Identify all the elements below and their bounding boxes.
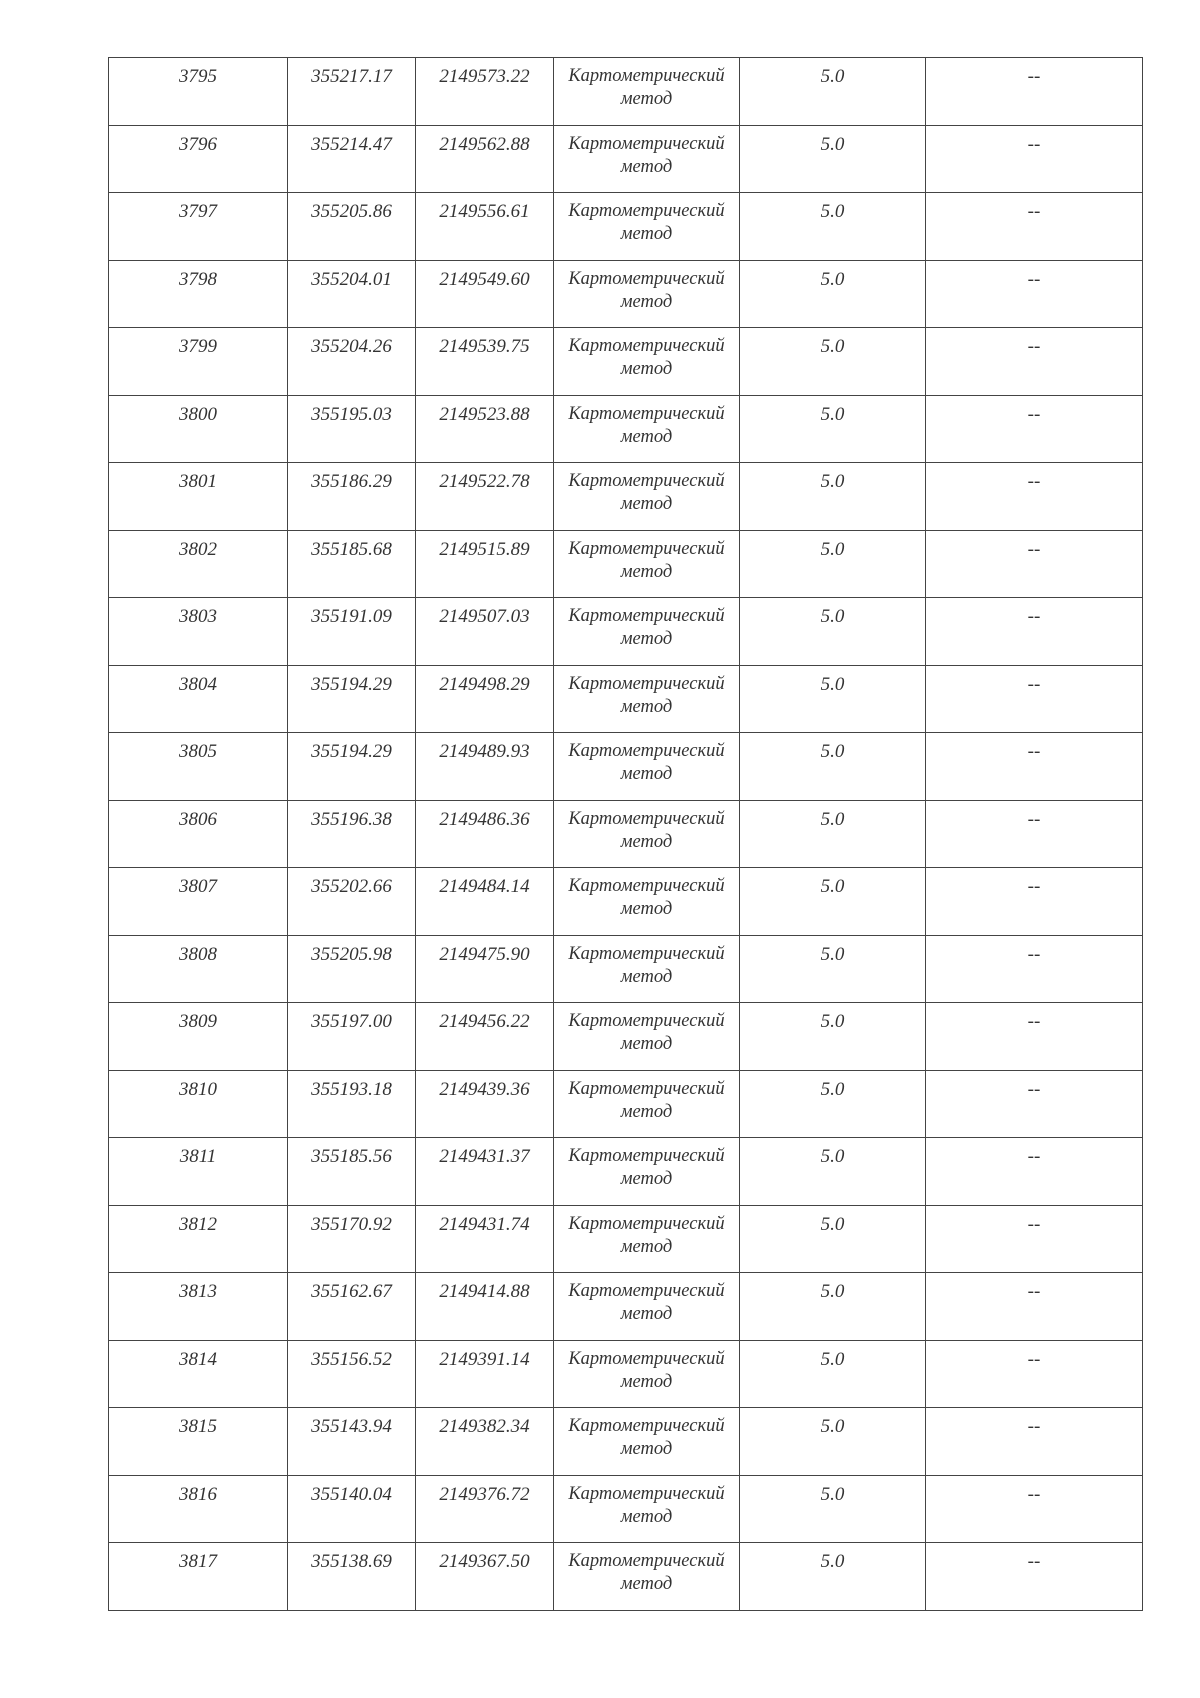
y-coordinate-cell: 2149549.60 <box>416 260 554 328</box>
method-cell: Картометрический метод <box>554 1138 740 1206</box>
table-row <box>109 800 1143 868</box>
method-cell: Картометрический метод <box>554 260 740 328</box>
y-coordinate-cell: 2149367.50 <box>416 1543 554 1611</box>
table-row <box>109 58 1143 126</box>
note-cell: -- <box>926 935 1143 1003</box>
accuracy-cell: 5.0 <box>740 800 926 868</box>
accuracy-cell: 5.0 <box>740 463 926 531</box>
y-coordinate-cell: 2149439.36 <box>416 1070 554 1138</box>
note-cell: -- <box>926 58 1143 126</box>
note-cell: -- <box>926 868 1143 936</box>
y-coordinate-cell: 2149486.36 <box>416 800 554 868</box>
y-coordinate-cell: 2149515.89 <box>416 530 554 598</box>
method-cell: Картометрический метод <box>554 395 740 463</box>
method-cell: Картометрический метод <box>554 193 740 261</box>
point-number-cell: 3816 <box>109 1475 288 1543</box>
y-coordinate-cell: 2149489.93 <box>416 733 554 801</box>
table-row <box>109 463 1143 531</box>
method-cell: Картометрический метод <box>554 800 740 868</box>
x-coordinate-cell: 355217.17 <box>288 58 416 126</box>
point-number-cell: 3814 <box>109 1340 288 1408</box>
note-cell: -- <box>926 733 1143 801</box>
point-number-cell: 3809 <box>109 1003 288 1071</box>
note-cell: -- <box>926 1543 1143 1611</box>
point-number-cell: 3795 <box>109 58 288 126</box>
y-coordinate-cell: 2149523.88 <box>416 395 554 463</box>
accuracy-cell: 5.0 <box>740 260 926 328</box>
note-cell: -- <box>926 463 1143 531</box>
table-row <box>109 328 1143 396</box>
accuracy-cell: 5.0 <box>740 193 926 261</box>
point-number-cell: 3803 <box>109 598 288 666</box>
y-coordinate-cell: 2149382.34 <box>416 1408 554 1476</box>
accuracy-cell: 5.0 <box>740 395 926 463</box>
note-cell: -- <box>926 1205 1143 1273</box>
table-row <box>109 193 1143 261</box>
y-coordinate-cell: 2149507.03 <box>416 598 554 666</box>
x-coordinate-cell: 355156.52 <box>288 1340 416 1408</box>
x-coordinate-cell: 355205.86 <box>288 193 416 261</box>
x-coordinate-cell: 355204.01 <box>288 260 416 328</box>
point-number-cell: 3796 <box>109 125 288 193</box>
table-row <box>109 935 1143 1003</box>
table-row <box>109 868 1143 936</box>
table-row <box>109 1138 1143 1206</box>
point-number-cell: 3798 <box>109 260 288 328</box>
table-row <box>109 395 1143 463</box>
accuracy-cell: 5.0 <box>740 1408 926 1476</box>
note-cell: -- <box>926 665 1143 733</box>
note-cell: -- <box>926 598 1143 666</box>
accuracy-cell: 5.0 <box>740 1273 926 1341</box>
point-number-cell: 3811 <box>109 1138 288 1206</box>
note-cell: -- <box>926 1475 1143 1543</box>
x-coordinate-cell: 355195.03 <box>288 395 416 463</box>
point-number-cell: 3806 <box>109 800 288 868</box>
note-cell: -- <box>926 125 1143 193</box>
note-cell: -- <box>926 328 1143 396</box>
table-row <box>109 598 1143 666</box>
accuracy-cell: 5.0 <box>740 665 926 733</box>
y-coordinate-cell: 2149556.61 <box>416 193 554 261</box>
accuracy-cell: 5.0 <box>740 58 926 126</box>
accuracy-cell: 5.0 <box>740 1003 926 1071</box>
method-cell: Картометрический метод <box>554 1273 740 1341</box>
point-number-cell: 3815 <box>109 1408 288 1476</box>
table-row <box>109 1070 1143 1138</box>
method-cell: Картометрический метод <box>554 935 740 1003</box>
note-cell: -- <box>926 395 1143 463</box>
x-coordinate-cell: 355205.98 <box>288 935 416 1003</box>
method-cell: Картометрический метод <box>554 58 740 126</box>
accuracy-cell: 5.0 <box>740 1138 926 1206</box>
point-number-cell: 3812 <box>109 1205 288 1273</box>
accuracy-cell: 5.0 <box>740 1543 926 1611</box>
point-number-cell: 3802 <box>109 530 288 598</box>
y-coordinate-cell: 2149376.72 <box>416 1475 554 1543</box>
table-row <box>109 1340 1143 1408</box>
note-cell: -- <box>926 1408 1143 1476</box>
accuracy-cell: 5.0 <box>740 1205 926 1273</box>
table-row <box>109 665 1143 733</box>
accuracy-cell: 5.0 <box>740 1475 926 1543</box>
x-coordinate-cell: 355214.47 <box>288 125 416 193</box>
table-row <box>109 260 1143 328</box>
y-coordinate-cell: 2149391.14 <box>416 1340 554 1408</box>
note-cell: -- <box>926 1273 1143 1341</box>
x-coordinate-cell: 355202.66 <box>288 868 416 936</box>
y-coordinate-cell: 2149475.90 <box>416 935 554 1003</box>
table-row <box>109 1475 1143 1543</box>
y-coordinate-cell: 2149456.22 <box>416 1003 554 1071</box>
y-coordinate-cell: 2149522.78 <box>416 463 554 531</box>
note-cell: -- <box>926 530 1143 598</box>
x-coordinate-cell: 355162.67 <box>288 1273 416 1341</box>
method-cell: Картометрический метод <box>554 1340 740 1408</box>
note-cell: -- <box>926 1070 1143 1138</box>
x-coordinate-cell: 355143.94 <box>288 1408 416 1476</box>
method-cell: Картометрический метод <box>554 463 740 531</box>
point-number-cell: 3799 <box>109 328 288 396</box>
y-coordinate-cell: 2149573.22 <box>416 58 554 126</box>
table-row <box>109 530 1143 598</box>
table-row <box>109 1543 1143 1611</box>
point-number-cell: 3807 <box>109 868 288 936</box>
coordinates-table <box>108 57 1143 1611</box>
y-coordinate-cell: 2149562.88 <box>416 125 554 193</box>
note-cell: -- <box>926 1340 1143 1408</box>
y-coordinate-cell: 2149414.88 <box>416 1273 554 1341</box>
x-coordinate-cell: 355197.00 <box>288 1003 416 1071</box>
point-number-cell: 3801 <box>109 463 288 531</box>
point-number-cell: 3800 <box>109 395 288 463</box>
x-coordinate-cell: 355186.29 <box>288 463 416 531</box>
method-cell: Картометрический метод <box>554 598 740 666</box>
note-cell: -- <box>926 260 1143 328</box>
point-number-cell: 3817 <box>109 1543 288 1611</box>
table-row <box>109 125 1143 193</box>
point-number-cell: 3808 <box>109 935 288 1003</box>
method-cell: Картометрический метод <box>554 1408 740 1476</box>
table-row <box>109 1003 1143 1071</box>
method-cell: Картометрический метод <box>554 1070 740 1138</box>
x-coordinate-cell: 355194.29 <box>288 733 416 801</box>
x-coordinate-cell: 355140.04 <box>288 1475 416 1543</box>
method-cell: Картометрический метод <box>554 125 740 193</box>
table-row <box>109 1205 1143 1273</box>
method-cell: Картометрический метод <box>554 868 740 936</box>
y-coordinate-cell: 2149431.37 <box>416 1138 554 1206</box>
method-cell: Картометрический метод <box>554 1003 740 1071</box>
x-coordinate-cell: 355138.69 <box>288 1543 416 1611</box>
x-coordinate-cell: 355185.68 <box>288 530 416 598</box>
x-coordinate-cell: 355196.38 <box>288 800 416 868</box>
x-coordinate-cell: 355185.56 <box>288 1138 416 1206</box>
accuracy-cell: 5.0 <box>740 530 926 598</box>
y-coordinate-cell: 2149431.74 <box>416 1205 554 1273</box>
point-number-cell: 3804 <box>109 665 288 733</box>
x-coordinate-cell: 355194.29 <box>288 665 416 733</box>
point-number-cell: 3810 <box>109 1070 288 1138</box>
method-cell: Картометрический метод <box>554 530 740 598</box>
method-cell: Картометрический метод <box>554 1205 740 1273</box>
table-body <box>109 58 1143 1611</box>
y-coordinate-cell: 2149539.75 <box>416 328 554 396</box>
accuracy-cell: 5.0 <box>740 733 926 801</box>
method-cell: Картометрический метод <box>554 733 740 801</box>
method-cell: Картометрический метод <box>554 1543 740 1611</box>
accuracy-cell: 5.0 <box>740 935 926 1003</box>
x-coordinate-cell: 355193.18 <box>288 1070 416 1138</box>
table-row <box>109 1408 1143 1476</box>
y-coordinate-cell: 2149484.14 <box>416 868 554 936</box>
method-cell: Картометрический метод <box>554 1475 740 1543</box>
method-cell: Картометрический метод <box>554 328 740 396</box>
accuracy-cell: 5.0 <box>740 1070 926 1138</box>
x-coordinate-cell: 355170.92 <box>288 1205 416 1273</box>
point-number-cell: 3805 <box>109 733 288 801</box>
accuracy-cell: 5.0 <box>740 125 926 193</box>
note-cell: -- <box>926 1138 1143 1206</box>
accuracy-cell: 5.0 <box>740 1340 926 1408</box>
x-coordinate-cell: 355204.26 <box>288 328 416 396</box>
method-cell: Картометрический метод <box>554 665 740 733</box>
point-number-cell: 3813 <box>109 1273 288 1341</box>
note-cell: -- <box>926 1003 1143 1071</box>
x-coordinate-cell: 355191.09 <box>288 598 416 666</box>
table-row <box>109 1273 1143 1341</box>
note-cell: -- <box>926 193 1143 261</box>
y-coordinate-cell: 2149498.29 <box>416 665 554 733</box>
accuracy-cell: 5.0 <box>740 328 926 396</box>
note-cell: -- <box>926 800 1143 868</box>
point-number-cell: 3797 <box>109 193 288 261</box>
table-row <box>109 733 1143 801</box>
accuracy-cell: 5.0 <box>740 598 926 666</box>
accuracy-cell: 5.0 <box>740 868 926 936</box>
